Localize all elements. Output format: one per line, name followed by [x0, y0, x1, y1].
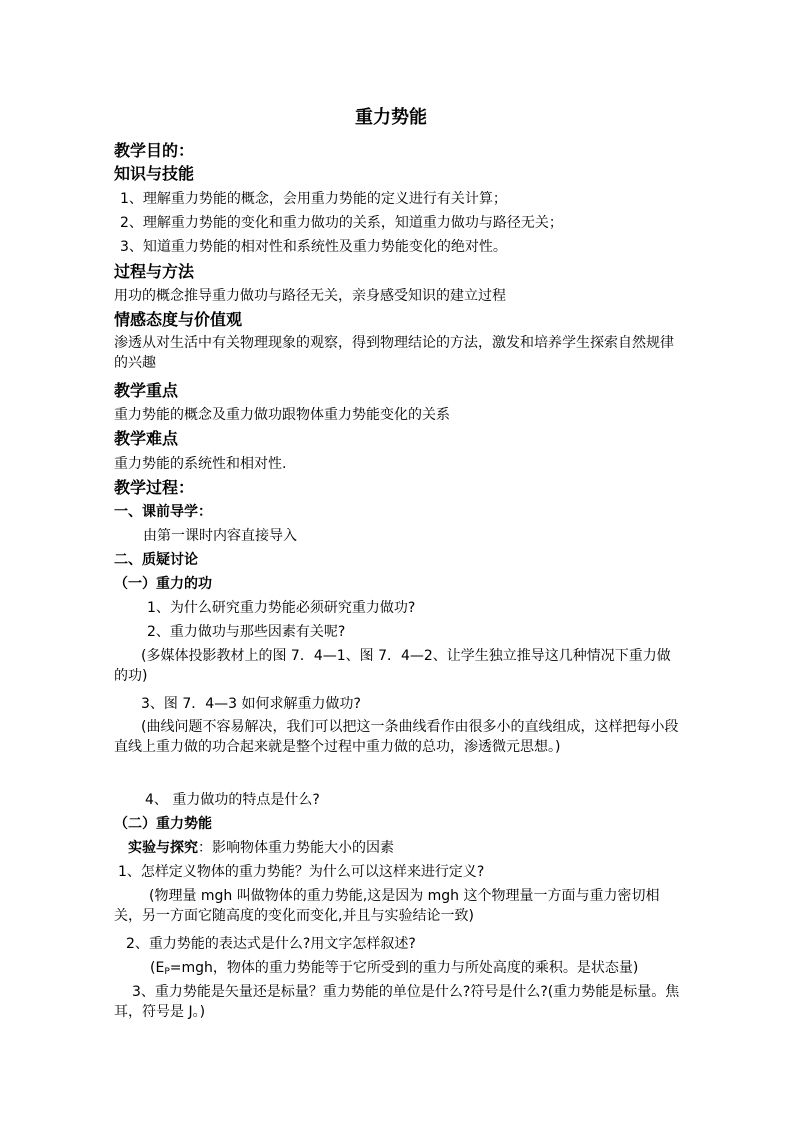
- experiment-line: [128, 838, 394, 858]
- section-pre-class: 一、课前导学：: [114, 504, 212, 520]
- heading-emotion-values: 情感态度与价值观: [114, 310, 243, 329]
- question-1: 1、为什么研究重力势能必须研究重力做功?: [147, 600, 416, 616]
- subsection-gravity-work: （一）重力的功: [114, 576, 212, 592]
- heading-difficulties: 教学难点: [114, 429, 179, 448]
- heading-objectives: 教学目的：: [114, 141, 195, 160]
- point-2: 2、重力势能的表达式是什么?用文字怎样叙述?: [126, 936, 416, 952]
- question-2-note: (多媒体投影教材上的图 7．4—1、图 7．4—2、让学生独立推导这几种情况下重力做的功): [114, 648, 671, 684]
- section-discussion: 二、质疑讨论: [114, 552, 198, 568]
- experiment-label: 实验与探究: [128, 840, 198, 856]
- knowledge-item-2: 2、理解重力势能的变化和重力做功的关系，知道重力做功与路径无关；: [120, 215, 563, 231]
- knowledge-item-3: 3、知道重力势能的相对性和系统性及重力势能变化的绝对性。: [120, 239, 507, 255]
- document-title: 重力势能: [355, 107, 427, 128]
- question-2: 2、重力做功与那些因素有关呢?: [147, 624, 346, 640]
- formula-subscript: P: [164, 967, 170, 977]
- point-3: 3、重力势能是矢量还是标量？重力势能的单位是什么?符号是什么?(重力势能是标量。焦耳，符号是 J。): [114, 984, 680, 1020]
- subsection-gravitational-potential-energy: （二）重力势能: [114, 816, 212, 832]
- question-3: 3、图 7．4—3 如何求解重力做功?: [141, 696, 361, 712]
- heading-teaching-process: 教学过程：: [114, 478, 195, 497]
- heading-knowledge-skills: 知识与技能: [114, 164, 195, 183]
- experiment-text: ：影响物体重力势能大小的因素: [198, 840, 394, 856]
- heading-key-points: 教学重点: [114, 381, 179, 400]
- point-1-note: (物理量 mgh 叫做物体的重力势能,这是因为 mgh 这个物理量一方面与重力密切相关，另一方面它随高度的变化而变化,并且与实验结论一致): [114, 888, 660, 924]
- emotion-values-text: 渗透从对生活中有关物理现象的观察，得到物理结论的方法，激发和培养学生探索自然规律的兴趣: [114, 335, 674, 371]
- formula-prefix: (E: [150, 960, 165, 976]
- formula-suffix: =mgh，物体的重力势能等于它所受到的重力与所处高度的乘积。是状态量): [169, 960, 639, 976]
- question-4: 4、 重力做功的特点是什么?: [145, 792, 320, 808]
- process-method-text: 用功的概念推导重力做功与路径无关，亲身感受知识的建立过程: [114, 288, 506, 304]
- difficulties-text: 重力势能的系统性和相对性.: [114, 456, 287, 472]
- heading-process-method: 过程与方法: [114, 262, 195, 281]
- point-1: 1、怎样定义物体的重力势能？为什么可以这样来进行定义?: [118, 864, 485, 880]
- key-points-text: 重力势能的概念及重力做功跟物体重力势能变化的关系: [114, 407, 450, 423]
- knowledge-item-1: 1、理解重力势能的概念，会用重力势能的定义进行有关计算；: [120, 191, 507, 207]
- point-2-note: [150, 958, 638, 978]
- question-3-note: (曲线问题不容易解决，我们可以把这一条曲线看作由很多小的直线组成，这样把每小段直线上重力做的功合起来就是整个过程中重力做的总功，渗透微元思想。): [114, 719, 679, 755]
- pre-class-text: 由第一课时内容直接导入: [143, 528, 297, 544]
